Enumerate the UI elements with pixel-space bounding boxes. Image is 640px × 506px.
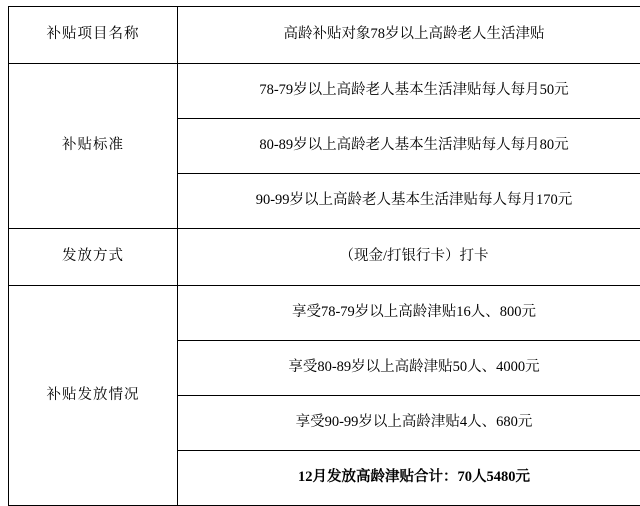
row-value-standard-78-79: 78-79岁以上高龄老人基本生活津贴每人每月50元 [178, 64, 640, 119]
row-value-project-name: 高龄补贴对象78岁以上高龄老人生活津贴 [178, 7, 640, 64]
row-value-payment-90-99: 享受90-99岁以上高龄津贴4人、680元 [178, 396, 640, 451]
table-row [9, 7, 640, 64]
row-value-standard-90-99: 90-99岁以上高龄老人基本生活津贴每人每月170元 [178, 174, 640, 229]
table-row [9, 64, 640, 119]
table-row [9, 286, 640, 341]
table-row [9, 229, 640, 286]
subsidy-table [8, 6, 640, 506]
row-label-payment-method: 发放方式 [9, 229, 178, 286]
row-label-subsidy-standard: 补贴标准 [9, 64, 178, 229]
row-value-payment-80-89: 享受80-89岁以上高龄津贴50人、4000元 [178, 341, 640, 396]
row-value-payment-78-79: 享受78-79岁以上高龄津贴16人、800元 [178, 286, 640, 341]
row-value-payment-method: （现金/打银行卡）打卡 [178, 229, 640, 286]
table-body [9, 7, 640, 506]
row-value-payment-total: 12月发放高龄津贴合计：70人5480元 [178, 451, 640, 506]
row-label-payment-status: 补贴发放情况 [9, 286, 178, 506]
row-value-standard-80-89: 80-89岁以上高龄老人基本生活津贴每人每月80元 [178, 119, 640, 174]
row-label-project-name: 补贴项目名称 [9, 7, 178, 64]
